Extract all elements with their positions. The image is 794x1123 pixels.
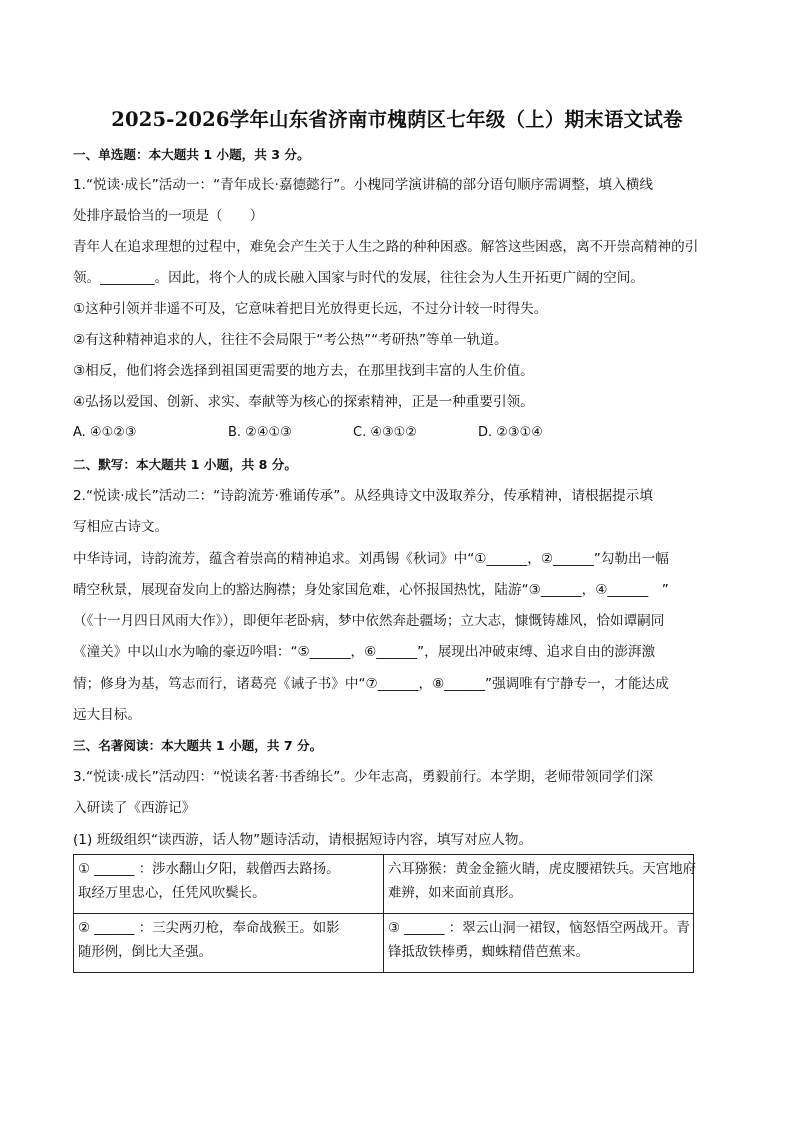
sentence-option-3: ③相反，他们将会选择到祖国更需要的地方去，在那里找到丰富的人生价值。 — [73, 363, 534, 379]
question-2-stem-a: 2.“悦读·成长”活动二：“诗韵流芳·雅诵传承”。从经典诗文中汲取养分，传承精神，请根据提示填 — [73, 488, 653, 504]
cell-line: 取经万里忠心，任凭风吹鬓长。 — [78, 886, 266, 901]
character-poem-table — [73, 854, 694, 973]
passage-line: 中华诗词，诗韵流芳，蕴含着崇高的精神追求。刘禹锡《秋词》中“①______，②______”勾勒出一幅 — [73, 551, 669, 567]
question-1-stem-b: 处排序最恰当的一项是（ ） — [73, 208, 264, 224]
cell-line: 锋抵敌铁棒勇，蜘蛛精借芭蕉来。 — [388, 945, 589, 960]
question-3-stem-b: 入研读了《西游记》 — [73, 800, 196, 816]
option-c[interactable]: C. ④③①② — [353, 425, 417, 440]
table-cell[interactable] — [74, 914, 384, 973]
question-1-stem-a: 1.“悦读·成长”活动一：“青年成长·嘉德懿行”。小槐同学演讲稿的部分语句顺序需调整，填入横线 — [73, 177, 653, 193]
option-b[interactable]: B. ②④①③ — [228, 425, 292, 440]
table-cell[interactable] — [74, 855, 384, 914]
passage-line: 青年人在追求理想的过程中，难免会产生关于人生之路的种种困惑。解答这些困惑，离不开崇高精神的引 — [73, 239, 699, 255]
line-section-3: 三、名著阅读：本大题共 1 小题，共 7 分。 — [73, 738, 323, 753]
passage-line: 远大目标。 — [73, 707, 141, 723]
passage-line: 《潼关》中以山水为喻的豪迈吟唱：“⑤______，⑥______”，展现出冲破束缚、追求自由的澎湃激 — [73, 644, 656, 660]
sentence-option-4: ④弘扬以爱国、创新、求实、奉献等为核心的探索精神，正是一种重要引领。 — [73, 394, 534, 410]
table-cell — [384, 855, 694, 914]
question-3-stem-a: 3.“悦读·成长”活动四：“悦读名著·书香绵长”。少年志高，勇毅前行。本学期，老师带领同学们深 — [73, 769, 653, 785]
passage-line: 领。________。因此，将个人的成长融入国家与时代的发展，往往会为人生开拓更广阔的空间。 — [73, 270, 644, 286]
table-row — [74, 914, 694, 973]
line-section-2: 二、默写：本大题共 1 小题，共 8 分。 — [73, 457, 297, 472]
cell-line: ② ______ ：三尖两刃枪，奉命战猴王。如影 — [78, 921, 340, 936]
cell-line: ① ______ ：涉水翻山夕阳，载僧西去路扬。 — [78, 862, 340, 877]
sentence-option-1: ①这种引领并非遥不可及，它意味着把目光放得更长远，不过分计较一时得失。 — [73, 301, 548, 317]
exam-title: 2025-2026学年山东省济南市槐荫区七年级（上）期末语文试卷 — [111, 108, 683, 131]
sub-question-1: (1) 班级组织“读西游，话人物”题诗活动，请根据短诗内容，填写对应人物。 — [73, 832, 533, 848]
option-a[interactable]: A. ④①②③ — [73, 425, 137, 440]
cell-line: 难辨，如来面前真形。 — [388, 886, 522, 901]
passage-line: 晴空秋景，展现奋发向上的豁达胸襟；身处家国危难，心怀报国热忱，陆游“③______，④______ ” — [73, 582, 669, 598]
sentence-option-2: ②有这种精神追求的人，往往不会局限于“考公热”“考研热”等单一轨道。 — [73, 332, 508, 348]
cell-line: 六耳猕猴：黄金金箍火睛，虎皮腰裙铁兵。天宫地府 — [388, 862, 696, 877]
passage-line: 情；修身为基，笃志而行，诸葛亮《诫子书》中“⑦______，⑧______”强调唯有宁静专一，才能达成 — [73, 676, 669, 692]
cell-line: ③ ______ ：翠云山洞一裙钗，恼怒悟空两战开。青 — [388, 921, 690, 936]
cell-line: 随形例，倒比大圣强。 — [78, 945, 212, 960]
line-section-1: 一、单选题：本大题共 1 小题，共 3 分。 — [73, 147, 310, 162]
option-d[interactable]: D. ②③①④ — [478, 425, 543, 440]
question-2-stem-b: 写相应古诗文。 — [73, 519, 169, 535]
passage-line: （《十一月四日风雨大作》），即便年老卧病，梦中依然奔赴疆场；立大志，慷慨铸雄风，恰如谭嗣同 — [73, 613, 665, 629]
table-cell[interactable] — [384, 914, 694, 973]
table-row — [74, 855, 694, 914]
